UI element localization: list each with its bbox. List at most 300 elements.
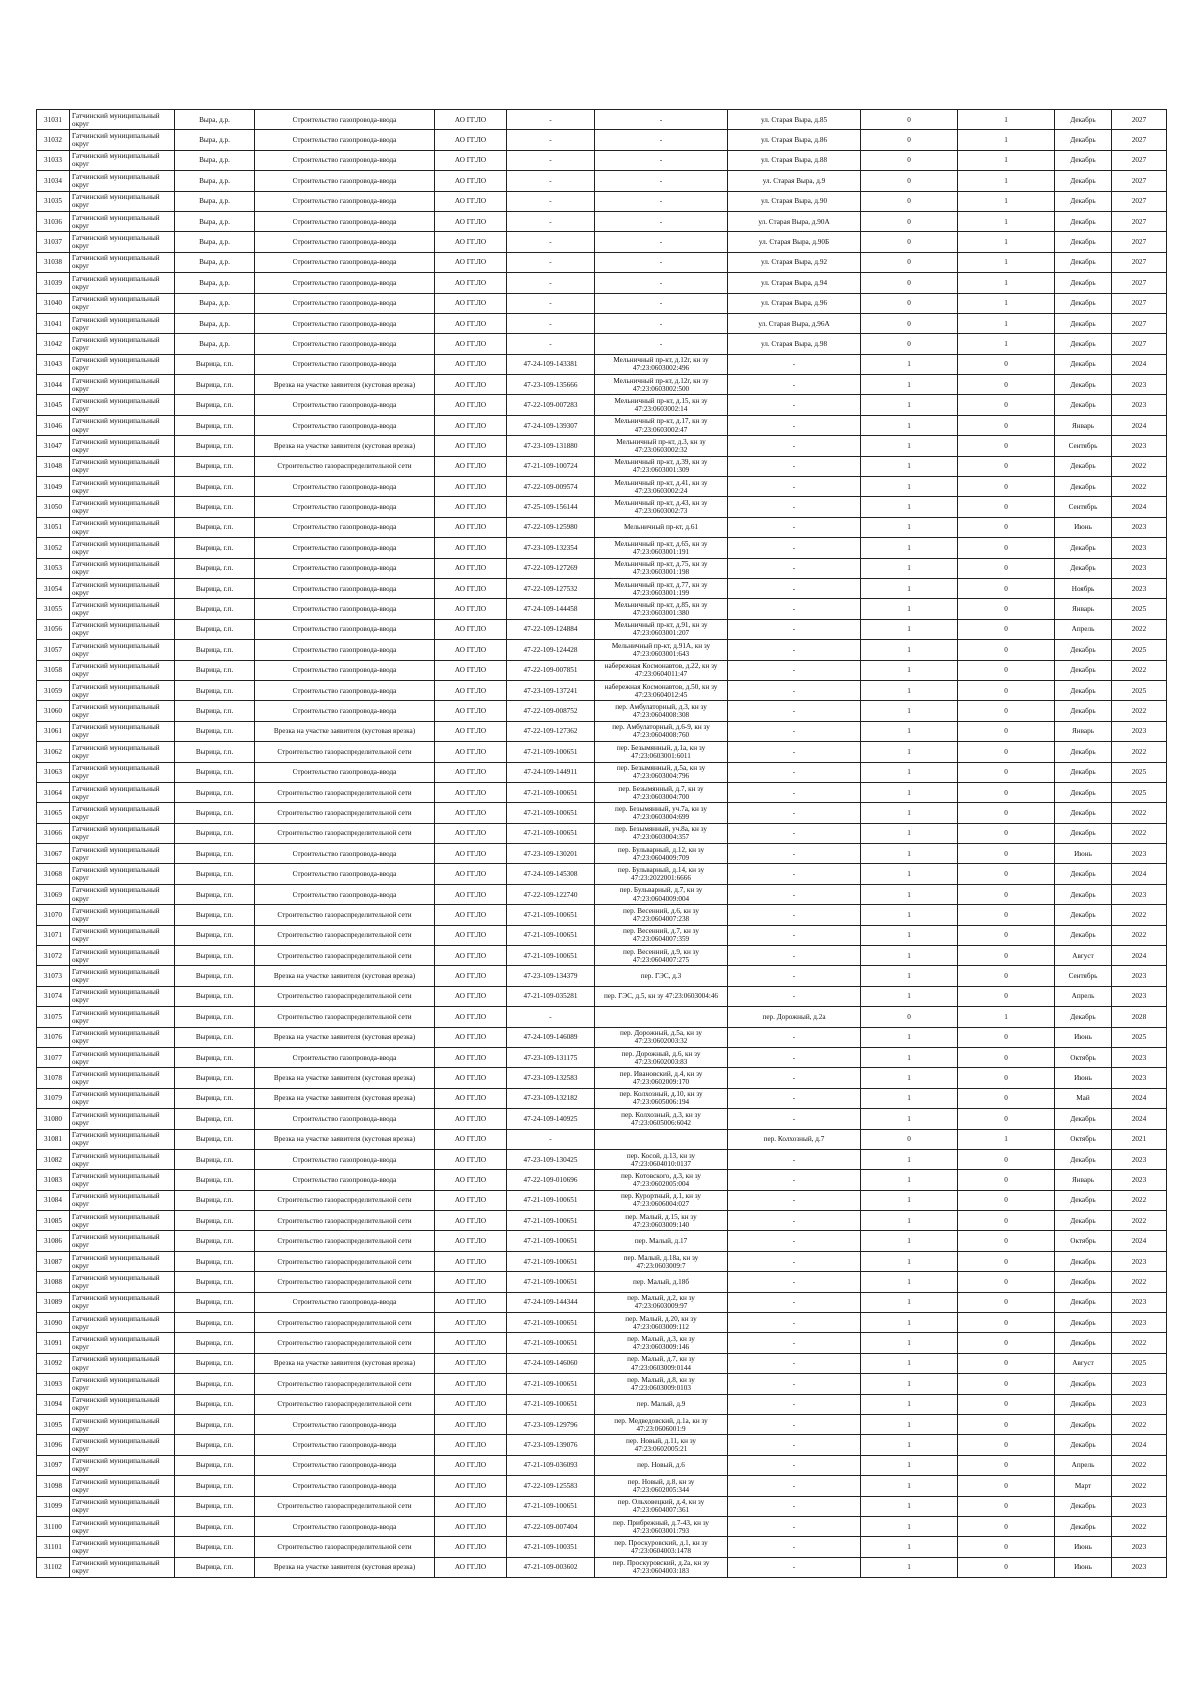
table-row	[37, 1292, 1167, 1312]
cell-organization: АО ГГ.ЛО	[435, 395, 507, 415]
cell-count-b: 0	[958, 1394, 1055, 1414]
cell-work-type: Строительство газопровода-ввода	[255, 762, 435, 782]
cell-settlement: Вырица, г.п.	[175, 1394, 255, 1414]
cell-count-a: 1	[861, 1149, 958, 1169]
cell-month: Декабрь	[1055, 701, 1112, 721]
cell-settlement: Вырица, г.п.	[175, 497, 255, 517]
cell-settlement: Вырица, г.п.	[175, 1190, 255, 1210]
cell-month: Декабрь	[1055, 232, 1112, 252]
cell-address: -	[728, 1109, 861, 1129]
cell-count-b: 0	[958, 844, 1055, 864]
cell-address-cadastral: пер. Дорожный, д.5а, кн зу 47:23:0602003:32	[595, 1027, 728, 1047]
cell-count-a: 1	[861, 1068, 958, 1088]
cell-address: -	[728, 986, 861, 1006]
cell-address: ул. Старая Выра, д.96	[728, 293, 861, 313]
cell-month: Декабрь	[1055, 150, 1112, 170]
cell-settlement: Вырица, г.п.	[175, 1149, 255, 1169]
cell-month: Июнь	[1055, 844, 1112, 864]
cell-municipality: Гатчинский муниципальный округ	[70, 721, 175, 741]
cell-count-b: 0	[958, 701, 1055, 721]
cell-organization: АО ГГ.ЛО	[435, 1394, 507, 1414]
cell-year: 2027	[1112, 150, 1167, 170]
cell-count-b: 0	[958, 1272, 1055, 1292]
cell-count-b: 0	[958, 640, 1055, 660]
cell-settlement: Вырица, г.п.	[175, 415, 255, 435]
cell-work-type: Строительство газопровода-ввода	[255, 252, 435, 272]
cell-settlement: Вырица, г.п.	[175, 1435, 255, 1455]
cell-organization: АО ГГ.ЛО	[435, 1333, 507, 1353]
cell-id: 31061	[37, 721, 70, 741]
cell-year: 2023	[1112, 1251, 1167, 1271]
cell-work-type: Строительство газопровода-ввода	[255, 1047, 435, 1067]
cell-address-cadastral: пер. Безымянный, д.5а, кн зу 47:23:0603004:796	[595, 762, 728, 782]
table-row	[37, 640, 1167, 660]
table-row	[37, 966, 1167, 986]
cell-count-a: 1	[861, 538, 958, 558]
cell-id: 31092	[37, 1353, 70, 1373]
cell-work-type: Строительство газопровода-ввода	[255, 334, 435, 354]
cell-address-cadastral: пер. Бульварный, д.14, кн зу 47:23:2022001:6666	[595, 864, 728, 884]
cell-year: 2023	[1112, 436, 1167, 456]
cell-municipality: Гатчинский муниципальный округ	[70, 742, 175, 762]
cell-municipality: Гатчинский муниципальный округ	[70, 986, 175, 1006]
table-row	[37, 1496, 1167, 1516]
table-row	[37, 1149, 1167, 1169]
cell-id: 31032	[37, 130, 70, 150]
cell-count-b: 0	[958, 1190, 1055, 1210]
cell-count-b: 0	[958, 1313, 1055, 1333]
cell-year: 2025	[1112, 680, 1167, 700]
cell-settlement: Вырица, г.п.	[175, 456, 255, 476]
cell-application-no: 47-21-109-100651	[507, 1496, 595, 1516]
table-row	[37, 1435, 1167, 1455]
cell-settlement: Вырица, г.п.	[175, 1129, 255, 1149]
cell-count-b: 0	[958, 375, 1055, 395]
cell-id: 31075	[37, 1007, 70, 1027]
cell-month: Декабрь	[1055, 354, 1112, 374]
table-row	[37, 660, 1167, 680]
cell-settlement: Вырица, г.п.	[175, 1211, 255, 1231]
cell-id: 31098	[37, 1476, 70, 1496]
cell-count-b: 0	[958, 1251, 1055, 1271]
table-row	[37, 619, 1167, 639]
table-row	[37, 273, 1167, 293]
cell-application-no: 47-23-109-132354	[507, 538, 595, 558]
cell-count-a: 0	[861, 1129, 958, 1149]
cell-organization: АО ГГ.ЛО	[435, 1476, 507, 1496]
cell-organization: АО ГГ.ЛО	[435, 211, 507, 231]
table-row	[37, 1394, 1167, 1414]
cell-count-a: 1	[861, 1394, 958, 1414]
cell-address: ул. Старая Выра, д.86	[728, 130, 861, 150]
cell-address-cadastral: пер. Весенний, д.6, кн зу 47:23:0604007:238	[595, 905, 728, 925]
cell-settlement: Вырица, г.п.	[175, 823, 255, 843]
cell-month: Декабрь	[1055, 905, 1112, 925]
cell-address: -	[728, 1516, 861, 1536]
cell-count-a: 0	[861, 334, 958, 354]
cell-year: 2022	[1112, 1415, 1167, 1435]
cell-application-no: 47-21-109-036093	[507, 1455, 595, 1475]
cell-year: 2022	[1112, 823, 1167, 843]
cell-address-cadastral: -	[595, 293, 728, 313]
cell-count-a: 1	[861, 578, 958, 598]
cell-month: Декабрь	[1055, 680, 1112, 700]
cell-settlement: Вырица, г.п.	[175, 1353, 255, 1373]
cell-organization: АО ГГ.ЛО	[435, 844, 507, 864]
cell-application-no: 47-22-109-122740	[507, 884, 595, 904]
table-row	[37, 191, 1167, 211]
cell-count-a: 1	[861, 456, 958, 476]
cell-count-a: 0	[861, 273, 958, 293]
cell-settlement: Вырица, г.п.	[175, 436, 255, 456]
cell-application-no: -	[507, 232, 595, 252]
cell-count-b: 0	[958, 823, 1055, 843]
cell-id: 31086	[37, 1231, 70, 1251]
cell-work-type: Строительство газопровода-ввода	[255, 273, 435, 293]
cell-address: -	[728, 680, 861, 700]
data-table	[36, 109, 1167, 1578]
cell-count-a: 1	[861, 925, 958, 945]
cell-application-no: 47-21-109-100651	[507, 1190, 595, 1210]
cell-application-no: 47-22-109-010696	[507, 1170, 595, 1190]
cell-settlement: Вырица, г.п.	[175, 844, 255, 864]
cell-month: Декабрь	[1055, 925, 1112, 945]
cell-address: -	[728, 517, 861, 537]
cell-count-a: 0	[861, 232, 958, 252]
cell-year: 2024	[1112, 946, 1167, 966]
cell-application-no: 47-21-109-100651	[507, 1211, 595, 1231]
cell-address-cadastral: Мельничный пр-кт, д.12г, кн зу 47:23:0603002:500	[595, 375, 728, 395]
cell-municipality: Гатчинский муниципальный округ	[70, 1415, 175, 1435]
cell-application-no: 47-24-109-146060	[507, 1353, 595, 1373]
cell-address-cadastral: пер. Новый, д.6	[595, 1455, 728, 1475]
cell-count-b: 0	[958, 1435, 1055, 1455]
cell-address: ул. Старая Выра, д.90	[728, 191, 861, 211]
table-row	[37, 782, 1167, 802]
cell-count-a: 1	[861, 966, 958, 986]
cell-month: Январь	[1055, 599, 1112, 619]
cell-settlement: Вырица, г.п.	[175, 477, 255, 497]
cell-address: пер. Колхозный, д.7	[728, 1129, 861, 1149]
cell-municipality: Гатчинский муниципальный округ	[70, 1007, 175, 1027]
cell-count-a: 1	[861, 1496, 958, 1516]
cell-id: 31064	[37, 782, 70, 802]
cell-address: -	[728, 1190, 861, 1210]
table-row	[37, 1190, 1167, 1210]
cell-id: 31053	[37, 558, 70, 578]
cell-work-type: Врезка на участке заявителя (кустовая врезка)	[255, 1088, 435, 1108]
table-row	[37, 1333, 1167, 1353]
cell-municipality: Гатчинский муниципальный округ	[70, 477, 175, 497]
cell-settlement: Вырица, г.п.	[175, 599, 255, 619]
cell-organization: АО ГГ.ЛО	[435, 1313, 507, 1333]
cell-year: 2027	[1112, 293, 1167, 313]
cell-address-cadastral: пер. Новый, д.8, кн зу 47:23:0602005:344	[595, 1476, 728, 1496]
cell-application-no: 47-23-109-129796	[507, 1415, 595, 1435]
cell-address-cadastral: Мельничный пр-кт, д.75, кн зу 47:23:0603001:198	[595, 558, 728, 578]
cell-year: 2022	[1112, 701, 1167, 721]
table-row	[37, 1374, 1167, 1394]
cell-address: -	[728, 497, 861, 517]
cell-address: ул. Старая Выра, д.90А	[728, 211, 861, 231]
cell-count-a: 0	[861, 211, 958, 231]
cell-settlement: Вырица, г.п.	[175, 762, 255, 782]
cell-month: Декабрь	[1055, 558, 1112, 578]
cell-id: 31039	[37, 273, 70, 293]
cell-count-a: 1	[861, 395, 958, 415]
cell-municipality: Гатчинский муниципальный округ	[70, 1088, 175, 1108]
cell-address: -	[728, 1374, 861, 1394]
cell-count-b: 0	[958, 966, 1055, 986]
cell-count-a: 1	[861, 742, 958, 762]
cell-application-no: 47-21-109-100651	[507, 1394, 595, 1414]
cell-settlement: Выра, д.р.	[175, 171, 255, 191]
cell-month: Декабрь	[1055, 1394, 1112, 1414]
cell-year: 2023	[1112, 844, 1167, 864]
cell-organization: АО ГГ.ЛО	[435, 354, 507, 374]
cell-id: 31065	[37, 803, 70, 823]
cell-year: 2022	[1112, 1333, 1167, 1353]
cell-application-no: -	[507, 252, 595, 272]
cell-id: 31055	[37, 599, 70, 619]
cell-address: -	[728, 1333, 861, 1353]
cell-address-cadastral: пер. Безымянный, уч.7а, кн зу 47:23:0603004:699	[595, 803, 728, 823]
cell-month: Декабрь	[1055, 742, 1112, 762]
cell-municipality: Гатчинский муниципальный округ	[70, 1435, 175, 1455]
cell-year: 2024	[1112, 497, 1167, 517]
cell-address: -	[728, 1149, 861, 1169]
cell-organization: АО ГГ.ЛО	[435, 1435, 507, 1455]
cell-municipality: Гатчинский муниципальный округ	[70, 1109, 175, 1129]
cell-id: 31044	[37, 375, 70, 395]
cell-settlement: Вырица, г.п.	[175, 803, 255, 823]
cell-year: 2027	[1112, 110, 1167, 130]
cell-count-a: 1	[861, 640, 958, 660]
cell-month: Декабрь	[1055, 477, 1112, 497]
cell-count-a: 1	[861, 946, 958, 966]
cell-municipality: Гатчинский муниципальный округ	[70, 578, 175, 598]
cell-application-no: -	[507, 313, 595, 333]
cell-application-no: 47-23-109-137241	[507, 680, 595, 700]
cell-address-cadastral: пер. Малый, д.18б	[595, 1272, 728, 1292]
cell-work-type: Строительство газопровода-ввода	[255, 110, 435, 130]
cell-address-cadastral: пер. Котовского, д.3, кн зу 47:23:0602005:004	[595, 1170, 728, 1190]
cell-count-a: 1	[861, 986, 958, 1006]
cell-address: -	[728, 1068, 861, 1088]
cell-application-no: 47-24-109-139307	[507, 415, 595, 435]
cell-settlement: Выра, д.р.	[175, 313, 255, 333]
cell-work-type: Строительство газопровода-ввода	[255, 1455, 435, 1475]
cell-organization: АО ГГ.ЛО	[435, 803, 507, 823]
cell-work-type: Строительство газораспределительной сети	[255, 1190, 435, 1210]
cell-year: 2023	[1112, 1537, 1167, 1557]
table-row	[37, 517, 1167, 537]
cell-address-cadastral: -	[595, 273, 728, 293]
cell-application-no: 47-23-109-130425	[507, 1149, 595, 1169]
cell-count-a: 1	[861, 517, 958, 537]
cell-count-b: 0	[958, 1455, 1055, 1475]
cell-organization: АО ГГ.ЛО	[435, 1415, 507, 1435]
cell-address-cadastral: Мельничный пр-кт, д.61	[595, 517, 728, 537]
cell-work-type: Строительство газопровода-ввода	[255, 211, 435, 231]
cell-count-a: 0	[861, 1007, 958, 1027]
cell-organization: АО ГГ.ЛО	[435, 313, 507, 333]
cell-id: 31070	[37, 905, 70, 925]
cell-id: 31089	[37, 1292, 70, 1312]
cell-count-b: 0	[958, 517, 1055, 537]
cell-organization: АО ГГ.ЛО	[435, 334, 507, 354]
cell-application-no: 47-24-109-144458	[507, 599, 595, 619]
table-row	[37, 150, 1167, 170]
cell-application-no: 47-21-109-100651	[507, 925, 595, 945]
cell-work-type: Строительство газопровода-ввода	[255, 599, 435, 619]
cell-count-a: 0	[861, 293, 958, 313]
cell-organization: АО ГГ.ЛО	[435, 1537, 507, 1557]
cell-count-b: 0	[958, 1149, 1055, 1169]
cell-work-type: Строительство газораспределительной сети	[255, 1374, 435, 1394]
cell-year: 2023	[1112, 395, 1167, 415]
cell-address: -	[728, 599, 861, 619]
cell-year: 2024	[1112, 864, 1167, 884]
cell-year: 2022	[1112, 477, 1167, 497]
cell-month: Март	[1055, 1476, 1112, 1496]
cell-organization: АО ГГ.ЛО	[435, 150, 507, 170]
cell-address: ул. Старая Выра, д.90Б	[728, 232, 861, 252]
cell-address-cadastral: пер. Безымянный, уч.8а, кн зу 47:23:0603004:357	[595, 823, 728, 843]
cell-address: -	[728, 844, 861, 864]
cell-address-cadastral: -	[595, 130, 728, 150]
cell-year: 2027	[1112, 171, 1167, 191]
cell-address: -	[728, 1313, 861, 1333]
cell-application-no: 47-22-109-124428	[507, 640, 595, 660]
cell-organization: АО ГГ.ЛО	[435, 1149, 507, 1169]
cell-work-type: Врезка на участке заявителя (кустовая врезка)	[255, 1353, 435, 1373]
cell-address-cadastral: пер. Бульварный, д.7, кн зу 47:23:0604009:004	[595, 884, 728, 904]
cell-year: 2022	[1112, 619, 1167, 639]
cell-organization: АО ГГ.ЛО	[435, 742, 507, 762]
cell-month: Январь	[1055, 415, 1112, 435]
cell-municipality: Гатчинский муниципальный округ	[70, 1068, 175, 1088]
cell-address: -	[728, 1170, 861, 1190]
cell-month: Ноябрь	[1055, 578, 1112, 598]
cell-id: 31060	[37, 701, 70, 721]
cell-month: Декабрь	[1055, 1496, 1112, 1516]
cell-settlement: Выра, д.р.	[175, 130, 255, 150]
cell-municipality: Гатчинский муниципальный округ	[70, 558, 175, 578]
cell-count-b: 0	[958, 1109, 1055, 1129]
cell-count-b: 0	[958, 1027, 1055, 1047]
cell-address-cadastral: пер. ГЭС, д.3	[595, 966, 728, 986]
table-row	[37, 110, 1167, 130]
cell-municipality: Гатчинский муниципальный округ	[70, 1313, 175, 1333]
table-row	[37, 925, 1167, 945]
cell-municipality: Гатчинский муниципальный округ	[70, 1251, 175, 1271]
cell-id: 31034	[37, 171, 70, 191]
cell-municipality: Гатчинский муниципальный округ	[70, 1333, 175, 1353]
cell-year: 2021	[1112, 1129, 1167, 1149]
cell-application-no: 47-21-109-035281	[507, 986, 595, 1006]
cell-work-type: Строительство газопровода-ввода	[255, 293, 435, 313]
cell-address-cadastral: пер. Малый, д.17	[595, 1231, 728, 1251]
cell-address: -	[728, 538, 861, 558]
table-row	[37, 130, 1167, 150]
cell-count-a: 1	[861, 354, 958, 374]
cell-count-b: 0	[958, 864, 1055, 884]
cell-work-type: Строительство газопровода-ввода	[255, 1516, 435, 1536]
cell-municipality: Гатчинский муниципальный округ	[70, 1353, 175, 1373]
cell-work-type: Строительство газораспределительной сети	[255, 905, 435, 925]
cell-municipality: Гатчинский муниципальный округ	[70, 171, 175, 191]
cell-address-cadastral: пер. Малый, д.9	[595, 1394, 728, 1414]
cell-application-no: 47-22-109-127532	[507, 578, 595, 598]
cell-address-cadastral: пер. Колхозный, д.10, кн зу 47:23:0605006:194	[595, 1088, 728, 1108]
cell-organization: АО ГГ.ЛО	[435, 986, 507, 1006]
cell-organization: АО ГГ.ЛО	[435, 946, 507, 966]
cell-count-b: 1	[958, 1129, 1055, 1149]
cell-address-cadastral: пер. Амбулаторный, д.3, кн зу 47:23:0604008:308	[595, 701, 728, 721]
cell-count-a: 1	[861, 762, 958, 782]
cell-municipality: Гатчинский муниципальный округ	[70, 191, 175, 211]
cell-organization: АО ГГ.ЛО	[435, 1353, 507, 1373]
cell-municipality: Гатчинский муниципальный округ	[70, 538, 175, 558]
table-row	[37, 252, 1167, 272]
cell-organization: АО ГГ.ЛО	[435, 538, 507, 558]
cell-address: -	[728, 925, 861, 945]
cell-month: Январь	[1055, 1170, 1112, 1190]
cell-year: 2023	[1112, 966, 1167, 986]
cell-municipality: Гатчинский муниципальный округ	[70, 273, 175, 293]
cell-count-b: 0	[958, 742, 1055, 762]
cell-work-type: Врезка на участке заявителя (кустовая врезка)	[255, 1557, 435, 1577]
cell-address: -	[728, 1047, 861, 1067]
cell-count-a: 1	[861, 823, 958, 843]
cell-organization: АО ГГ.ЛО	[435, 1211, 507, 1231]
cell-address-cadastral: пер. Косой, д.13, кн зу 47:23:0604010:0137	[595, 1149, 728, 1169]
cell-address: -	[728, 395, 861, 415]
cell-work-type: Строительство газопровода-ввода	[255, 497, 435, 517]
table-row	[37, 1353, 1167, 1373]
cell-count-b: 0	[958, 395, 1055, 415]
cell-count-b: 0	[958, 578, 1055, 598]
cell-organization: АО ГГ.ЛО	[435, 762, 507, 782]
cell-address-cadastral: пер. Малый, д.20, кн зу 47:23:0603009:112	[595, 1313, 728, 1333]
cell-application-no: 47-21-109-100651	[507, 782, 595, 802]
cell-count-a: 1	[861, 1088, 958, 1108]
cell-work-type: Строительство газораспределительной сети	[255, 1394, 435, 1414]
cell-municipality: Гатчинский муниципальный округ	[70, 680, 175, 700]
cell-year: 2022	[1112, 905, 1167, 925]
cell-count-b: 1	[958, 273, 1055, 293]
cell-work-type: Строительство газопровода-ввода	[255, 538, 435, 558]
cell-municipality: Гатчинский муниципальный округ	[70, 334, 175, 354]
cell-count-a: 1	[861, 844, 958, 864]
cell-application-no: 47-21-109-100651	[507, 742, 595, 762]
cell-work-type: Строительство газопровода-ввода	[255, 619, 435, 639]
cell-organization: АО ГГ.ЛО	[435, 1129, 507, 1149]
cell-month: Сентябрь	[1055, 966, 1112, 986]
cell-year: 2027	[1112, 313, 1167, 333]
cell-count-b: 0	[958, 1231, 1055, 1251]
cell-year: 2022	[1112, 1211, 1167, 1231]
cell-year: 2022	[1112, 742, 1167, 762]
cell-year: 2022	[1112, 803, 1167, 823]
cell-address: -	[728, 1435, 861, 1455]
cell-organization: АО ГГ.ЛО	[435, 558, 507, 578]
cell-address: -	[728, 864, 861, 884]
table-row	[37, 395, 1167, 415]
cell-settlement: Вырица, г.п.	[175, 1516, 255, 1536]
cell-application-no: 47-23-109-132182	[507, 1088, 595, 1108]
